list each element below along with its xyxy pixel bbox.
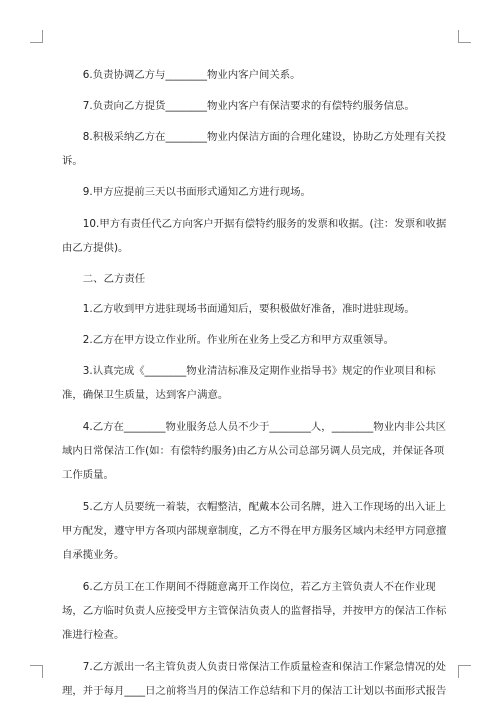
document-body: [62, 64, 448, 711]
clause-a-8: 8.积极采纳乙方在________物业内保洁方面的合理化建设，协助乙方处理有关投诉。: [62, 131, 446, 167]
crop-mark-top-right: [458, 30, 471, 43]
crop-mark-bottom-left: [30, 665, 43, 678]
clause-a-10: 10.甲方有责任代乙方向客户开据有偿特约服务的发票和收据。(注：发票和收据由乙方提供)。: [62, 217, 447, 254]
clause-a-9: 9.甲方应提前三天以书面形式通知乙方进行现场。: [82, 186, 311, 198]
crop-mark-bottom-right: [458, 665, 471, 678]
crop-mark-top-left: [30, 30, 43, 43]
clause-b-5: 5.乙方人员要统一着装，衣帽整洁，配戴本公司名牌，进入工作现场的出入证上甲方配发，遵守甲方各项内部规章制度，乙方不得在甲方服务区域内未经甲方同意擅自承揽业务。: [62, 501, 447, 561]
clause-b-3: 3.认真完成《________物业清洁标准及定期作业指导书》规定的作业项目和标准，确保卫生质量，达到客户满意。: [62, 365, 436, 401]
clause-b-7: 7.乙方派出一名主管负责人负责日常保洁工作质量检查和保洁工作紧急情况的处理，并于每月____日之前将当月的保洁工作总结和下月的保洁工计划以书面形式报告: [62, 661, 447, 697]
clause-b-1: 1.乙方收到甲方进驻现场书面通知后，要积极做好准备，准时进驻现场。: [82, 303, 415, 315]
clause-b-2: 2.乙方在甲方设立作业所。作业所在业务上受乙方和甲方双重领导。: [82, 333, 395, 346]
clause-b-6: 6.乙方员工在工作期间不得随意离开工作岗位，若乙方主管负责人不在作业现场，乙方临时负责人应接受甲方主管保洁负责人的监督指导，并按甲方的保洁工作标准进行检查。: [62, 581, 447, 641]
clause-a-6: 6.负责协调乙方与________物业内客户间关系。: [82, 69, 301, 81]
clause-a-7: 7.负责向乙方提货________物业内客户有保洁要求的有偿特约服务信息。: [82, 99, 415, 112]
section-heading-b: 二、乙方责任: [82, 272, 146, 285]
clause-b-4: 4.乙方在________物业服务总人员不少于________人，________物业内非公共区域内日常保洁工作(如：有偿特约服务)由乙方从公司总部另调人员完成，并保证各项工作质量。: [62, 421, 446, 481]
